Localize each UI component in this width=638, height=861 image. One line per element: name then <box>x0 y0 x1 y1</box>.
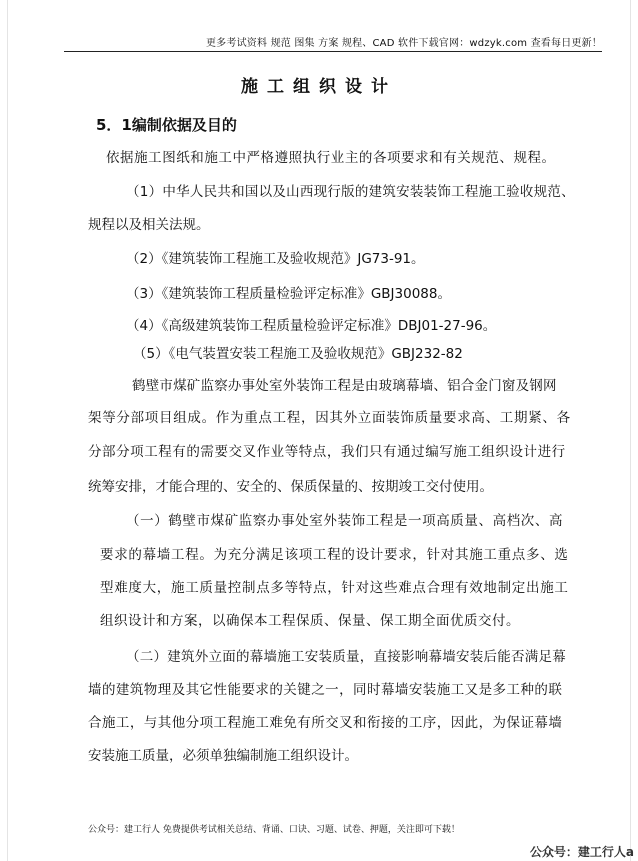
section-heading: 5．1编制依据及目的 <box>96 116 237 134</box>
body-line: 统筹安排，才能合理的、安全的、保质保量的、按期竣工交付使用。 <box>88 479 493 495</box>
footer-note: 公众号：建工行人 免费提供考试相关总结、背诵、口诀、习题、试卷、押题，关注即可下载！ <box>88 825 460 835</box>
body-line: （3）《建筑装饰工程质量检验评定标准》GBJ30088。 <box>126 286 451 302</box>
body-line: 鹤壁市煤矿监察办事处室外装饰工程是由玻璃幕墙、铝合金门窗及钢网 <box>132 378 557 394</box>
body-line: 安装施工质量，必须单独编制施工组织设计。 <box>88 748 358 764</box>
document-page <box>7 0 631 861</box>
body-line: 依据施工图纸和施工中严格遵照执行业主的各项要求和有关规范、规程。 <box>106 150 556 166</box>
body-line: 规程以及相关法规。 <box>88 217 210 233</box>
body-line: 合施工，与其他分项工程施工难免有所交叉和衔接的工序，因此，为保证幕墙 <box>88 715 563 731</box>
body-line: （5）《电气装置安装工程施工及验收规范》GBJ232-82 <box>133 346 463 362</box>
body-line: 要求的幕墙工程。为充分满足该项工程的设计要求，针对其施工重点多、选 <box>100 547 569 563</box>
body-line: 架等分部项目组成。作为重点工程，因其外立面装饰质量要求高、工期紧、各 <box>88 410 571 426</box>
body-line: 分部分项工程有的需要交叉作业等特点，我们只有通过编写施工组织设计进行 <box>88 444 566 460</box>
watermark: 公众号：建工行人a <box>529 845 634 859</box>
body-line: 墙的建筑物理及其它性能要求的关键之一，同时幕墙安装施工又是多工种的联 <box>88 682 563 698</box>
header-rule <box>64 51 602 52</box>
document-title: 施工组织设计 <box>241 77 397 97</box>
body-line: 型难度大，施工质量控制点多等特点，针对这些难点合理有效地制定出施工 <box>100 580 569 596</box>
body-line: （4）《高级建筑装饰工程质量检验评定标准》DBJ01-27-96。 <box>126 318 497 334</box>
body-line: （二）建筑外立面的幕墙施工安装质量，直接影响幕墙安装后能否满足幕 <box>126 649 566 665</box>
header-note: 更多考试资料 规范 图集 方案 规程、CAD 软件下载官网：wdzyk.com 查看每日更新！ <box>205 38 602 49</box>
body-line: （1）中华人民共和国以及山西现行版的建筑安装装饰工程施工验收规范、 <box>126 184 575 200</box>
body-line: （2）《建筑装饰工程施工及验收规范》JG73-91。 <box>126 251 425 267</box>
body-line: （一）鹤壁市煤矿监察办事处室外装饰工程是一项高质量、高档次、高 <box>126 513 564 529</box>
body-line: 组织设计和方案，以确保本工程保质、保量、保工期全面优质交付。 <box>100 613 520 629</box>
